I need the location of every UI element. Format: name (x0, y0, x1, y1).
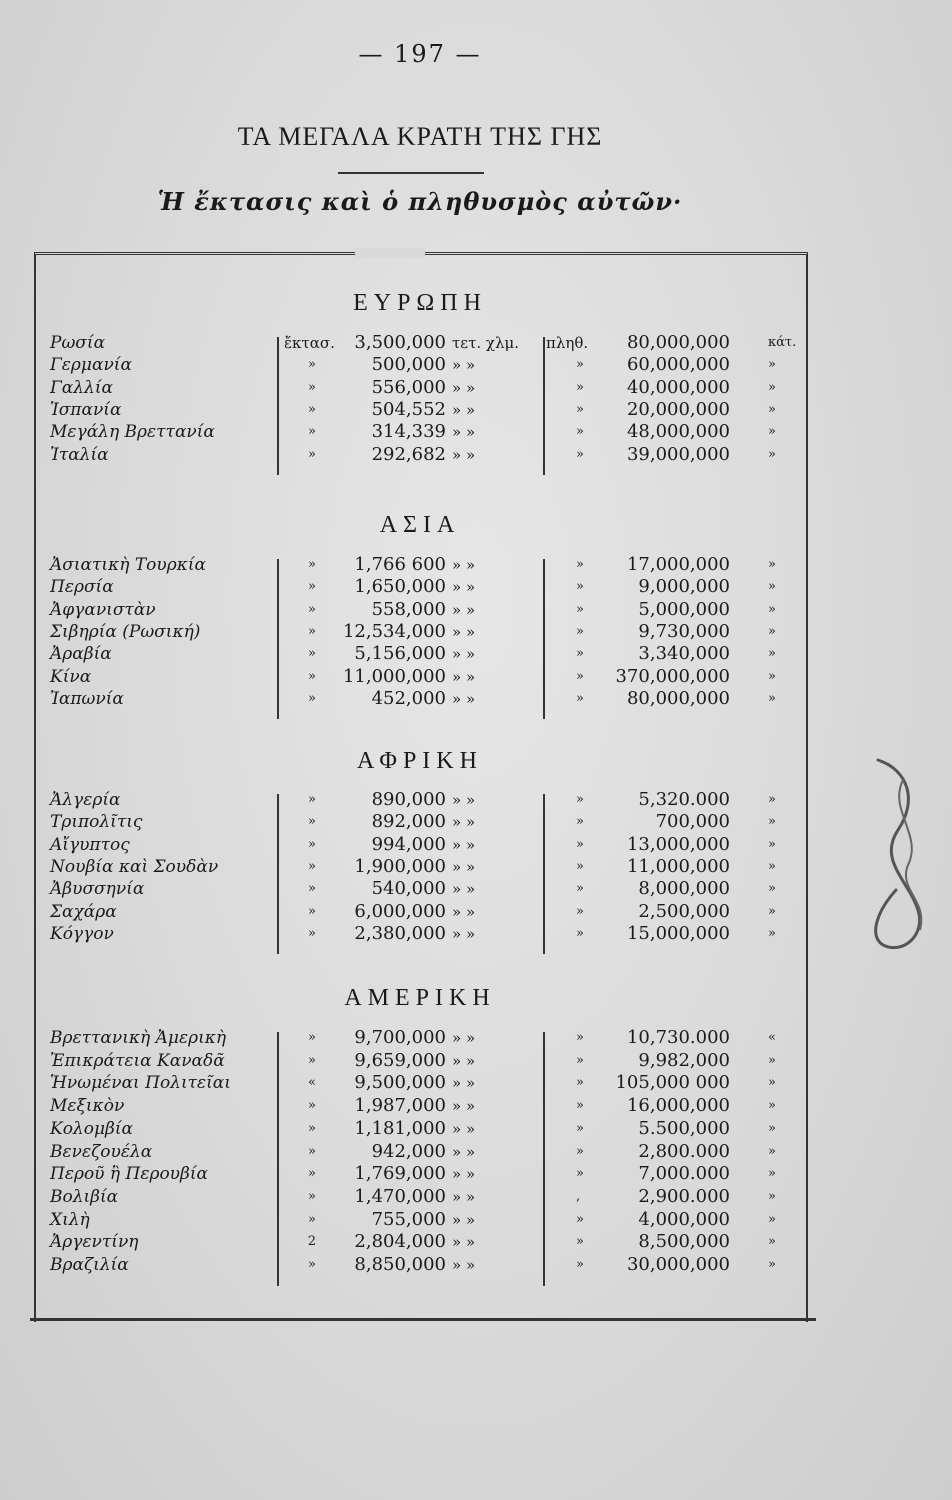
table-row (50, 1027, 800, 1049)
tail-mark: » (768, 1234, 776, 1250)
area-value: 9,500,000 (354, 1072, 446, 1094)
area-unit: » » (452, 1074, 476, 1093)
area-unit: » » (452, 880, 476, 899)
area-value: 2,804,000 (354, 1231, 446, 1253)
country-name: Ἀλγερία (50, 790, 121, 810)
ditto-mark: » (308, 446, 316, 462)
tail-mark: » (768, 690, 776, 706)
population-prefix: πληθ. (546, 334, 589, 352)
area-unit: » » (452, 902, 476, 921)
population-value: 5.500,000 (638, 1117, 730, 1139)
country-name: Κολομβία (50, 1118, 133, 1139)
country-name: Βολιβία (50, 1186, 119, 1207)
ditto-mark: » (576, 903, 584, 919)
country-name: Ἀσιατικὴ Τουρκία (50, 555, 207, 575)
country-name: Ἰαπωνία (50, 688, 124, 709)
ditto-mark: » (308, 925, 316, 941)
area-unit: » » (452, 1187, 476, 1206)
area-value: 892,000 (371, 811, 446, 833)
country-name: Γαλλία (50, 377, 113, 398)
ditto-mark: » (308, 1166, 316, 1182)
handwritten-signature-icon (848, 740, 938, 970)
tail-mark: » (768, 1052, 776, 1068)
ditto-mark: » (308, 1257, 316, 1272)
ditto-mark: » (308, 357, 316, 373)
ditto-mark: » (576, 579, 584, 595)
ditto-mark: » (576, 424, 584, 440)
area-unit: » » (452, 423, 476, 442)
area-unit: » » (452, 835, 476, 854)
table-row (50, 1209, 800, 1231)
table-row (50, 811, 800, 833)
tail-mark: « (768, 1030, 776, 1045)
ditto-mark: » (576, 836, 584, 852)
area-value: 8,850,000 (354, 1254, 446, 1275)
section-heading: ΑΣΙΑ (379, 512, 461, 538)
table-row (50, 789, 800, 811)
ditto-mark: » (576, 357, 584, 373)
area-value: 9,700,000 (354, 1027, 446, 1048)
country-name: Κόγγον (50, 923, 114, 944)
area-value: 1,470,000 (354, 1185, 446, 1207)
ditto-mark: » (576, 1075, 584, 1091)
tail-mark: » (768, 1075, 776, 1091)
population-value: 15,000,000 (626, 922, 730, 944)
table-row (50, 1095, 800, 1117)
area-unit: » » (452, 813, 476, 832)
area-unit: » » (452, 1119, 476, 1138)
area-unit: » » (452, 667, 476, 686)
area-unit: » » (452, 1097, 476, 1116)
area-value: 556,000 (371, 376, 446, 398)
table-row (50, 834, 800, 856)
ditto-mark: » (576, 1143, 584, 1159)
area-unit: » » (452, 1051, 476, 1070)
table-row (50, 399, 800, 421)
ditto-mark: » (308, 690, 316, 706)
ditto-mark: » (308, 1143, 316, 1159)
ditto-mark: » (576, 792, 584, 807)
population-value: 9,000,000 (638, 576, 730, 598)
ditto-mark: » (576, 881, 584, 897)
area-unit: τετ. χλμ. (452, 334, 520, 352)
table-row (50, 421, 800, 443)
area-value: 500,000 (371, 354, 446, 376)
ditto-mark: » (308, 858, 316, 874)
ditto-mark: » (576, 1234, 584, 1250)
country-name: Γερμανία (50, 355, 132, 376)
tail-mark: » (768, 557, 776, 572)
tail-mark: » (768, 1188, 776, 1204)
area-value: 1,650,000 (354, 576, 446, 598)
ditto-mark: » (576, 623, 584, 639)
tail-mark: » (768, 446, 776, 462)
population-value: 700,000 (655, 811, 730, 833)
area-value: 890,000 (371, 789, 446, 810)
country-name: Βενεζουέλα (50, 1141, 153, 1162)
tail-mark: » (768, 646, 776, 662)
area-unit: » » (452, 400, 476, 419)
table-row (50, 643, 800, 665)
area-unit: » » (452, 857, 476, 876)
ditto-mark: » (308, 1052, 316, 1068)
country-name: Ἀφγανιστὰν (50, 599, 156, 620)
tail-mark: » (768, 814, 776, 830)
country-name: Ἰταλία (50, 444, 109, 465)
area-value: 755,000 (371, 1208, 446, 1230)
ditto-mark: » (576, 668, 584, 684)
area-unit: » » (452, 1233, 476, 1252)
table-row (50, 688, 800, 710)
population-value: 2,900.000 (638, 1185, 730, 1207)
tail-mark: » (768, 1257, 776, 1272)
ditto-mark: « (308, 1075, 316, 1091)
ditto-mark: » (308, 792, 316, 807)
country-name: Τριπολῖτις (50, 812, 143, 833)
population-value: 13,000,000 (626, 833, 730, 855)
ditto-mark: » (308, 424, 316, 440)
population-value: 8,000,000 (638, 878, 730, 900)
area-value: 1,766 600 (354, 554, 446, 575)
country-name: Σιβηρία (Ρωσική) (50, 621, 201, 642)
table-row (50, 856, 800, 878)
ditto-mark: » (308, 601, 316, 617)
population-value: 30,000,000 (626, 1254, 730, 1275)
country-name: Νουβία καὶ Σουδὰν (50, 856, 219, 877)
population-value: 48,000,000 (626, 421, 730, 443)
area-unit: » » (452, 1256, 476, 1274)
population-value: 105,000 000 (615, 1072, 730, 1094)
area-value: 504,552 (371, 398, 446, 420)
table-row (50, 599, 800, 621)
country-name: Ἀραβία (50, 644, 112, 665)
tail-mark: κάτ. (768, 335, 797, 350)
ditto-mark: » (308, 881, 316, 897)
area-value: 292,682 (371, 443, 446, 465)
population-value: 2,500,000 (638, 900, 730, 922)
population-value: 80,000,000 (626, 332, 730, 353)
frame-bottom-rule (30, 1318, 816, 1322)
population-value: 2,800.000 (638, 1140, 730, 1162)
population-value: 10,730.000 (626, 1027, 730, 1048)
table-row (50, 1072, 800, 1094)
page-title: ΤΑ ΜΕΓΑΛΑ ΚΡΑΤΗ ΤΗΣ ΓΗΣ (237, 122, 603, 151)
area-value: 452,000 (371, 687, 446, 709)
ditto-mark: » (576, 601, 584, 617)
country-name: Ἀργεντίνη (50, 1232, 139, 1253)
population-value: 40,000,000 (626, 376, 730, 398)
area-unit: » » (452, 1142, 476, 1161)
table-row (50, 377, 800, 399)
frame-gap (355, 248, 425, 258)
ditto-mark: » (308, 1188, 316, 1204)
country-name: Βραζιλία (50, 1255, 129, 1275)
tail-mark: » (768, 881, 776, 897)
area-prefix: ἔκτασ. (284, 334, 335, 352)
ditto-mark: » (576, 646, 584, 662)
ditto-mark: » (576, 1166, 584, 1182)
area-unit: » » (452, 1165, 476, 1184)
country-name: Ἱσπανία (50, 399, 122, 420)
ditto-mark: » (576, 1120, 584, 1136)
table-row (50, 1231, 800, 1253)
ditto-mark: » (576, 690, 584, 706)
tail-mark: » (768, 925, 776, 941)
area-unit: » » (452, 445, 476, 464)
area-unit: » » (452, 645, 476, 664)
area-unit: » » (452, 791, 476, 809)
country-name: Βρεττανικὴ Ἀμερικὴ (50, 1028, 227, 1048)
area-value: 6,000,000 (354, 900, 446, 922)
title-rule (338, 172, 484, 174)
table-row (50, 666, 800, 688)
table-row (50, 901, 800, 923)
population-value: 39,000,000 (626, 443, 730, 465)
tail-mark: » (768, 668, 776, 684)
tail-mark: » (768, 1120, 776, 1136)
country-name: Μεξικὸν (50, 1096, 125, 1117)
country-name: Χιλὴ (50, 1209, 90, 1230)
ditto-mark: » (308, 379, 316, 395)
area-value: 5,156,000 (354, 643, 446, 665)
table-row (50, 332, 800, 354)
ditto-mark: 2 (307, 1234, 316, 1250)
area-value: 314,339 (371, 421, 446, 443)
section-heading: ΕΥΡΩΠΗ (353, 290, 487, 316)
table-row (50, 1163, 800, 1185)
population-value: 9,730,000 (638, 620, 730, 642)
area-value: 558,000 (371, 598, 446, 620)
ditto-mark: » (576, 1052, 584, 1068)
ditto-mark: » (308, 623, 316, 639)
country-name: Μεγάλη Βρεττανία (50, 422, 215, 443)
table-row (50, 576, 800, 598)
population-value: 370,000,000 (615, 665, 730, 687)
country-name: Περσία (50, 577, 114, 598)
population-value: 7,000.000 (638, 1163, 730, 1185)
population-value: 3,340,000 (638, 643, 730, 665)
area-unit: » » (452, 689, 476, 708)
area-value: 3,500,000 (354, 332, 446, 353)
tail-mark: » (768, 424, 776, 440)
tail-mark: » (768, 601, 776, 617)
area-unit: » » (452, 578, 476, 597)
ditto-mark: » (576, 814, 584, 830)
country-name: Ἡνωμέναι Πολιτεῖαι (50, 1073, 231, 1094)
tail-mark: » (768, 1166, 776, 1182)
table-row (50, 554, 800, 576)
ditto-mark: » (576, 401, 584, 417)
ditto-mark: » (576, 379, 584, 395)
ditto-mark: » (576, 1030, 584, 1045)
population-value: 8,500,000 (638, 1231, 730, 1253)
tail-mark: » (768, 836, 776, 852)
area-value: 1,181,000 (354, 1117, 446, 1139)
ditto-mark: » (308, 836, 316, 852)
area-value: 2,380,000 (354, 922, 446, 944)
table-row (50, 1254, 800, 1276)
table-row (50, 1141, 800, 1163)
area-value: 942,000 (371, 1140, 446, 1162)
area-value: 1,900,000 (354, 855, 446, 877)
area-unit: » » (452, 556, 476, 574)
table-row (50, 878, 800, 900)
area-value: 994,000 (371, 833, 446, 855)
ditto-mark: » (576, 446, 584, 462)
section-heading: ΑΜΕΡΙΚΗ (344, 985, 496, 1011)
country-name: Περοῦ ἢ Περουβία (50, 1164, 208, 1185)
area-unit: » » (452, 356, 476, 375)
ditto-mark: » (576, 557, 584, 572)
ditto-mark: » (308, 557, 316, 572)
tail-mark: » (768, 1211, 776, 1227)
table-row (50, 1186, 800, 1208)
area-value: 540,000 (371, 878, 446, 900)
ditto-mark: » (308, 1211, 316, 1227)
area-unit: » » (452, 622, 476, 641)
ditto-mark: » (576, 1098, 584, 1114)
country-name: Σαχάρα (50, 901, 117, 922)
ditto-mark: » (576, 1257, 584, 1272)
ditto-mark: » (308, 401, 316, 417)
population-value: 80,000,000 (626, 687, 730, 709)
area-value: 1,987,000 (354, 1095, 446, 1117)
population-value: 60,000,000 (626, 354, 730, 376)
ditto-mark: » (576, 1211, 584, 1227)
population-value: 5,000,000 (638, 598, 730, 620)
ditto-mark: » (576, 925, 584, 941)
table-row (50, 444, 800, 466)
table-row (50, 923, 800, 945)
tail-mark: » (768, 792, 776, 807)
population-value: 11,000,000 (626, 855, 730, 877)
tail-mark: » (768, 401, 776, 417)
country-name: Ἀβυσσηνία (50, 879, 145, 900)
population-value: 9,982,000 (638, 1049, 730, 1071)
tail-mark: » (768, 1098, 776, 1114)
country-name: Ἐπικράτεια Καναδᾶ (50, 1050, 225, 1071)
ditto-mark: , (576, 1188, 581, 1204)
country-name: Κίνα (50, 666, 92, 687)
ditto-mark: » (308, 814, 316, 830)
tail-mark: » (768, 1143, 776, 1159)
section-heading: ΑΦΡΙΚΗ (357, 748, 483, 774)
country-name: Ρωσία (50, 333, 106, 353)
ditto-mark: » (308, 668, 316, 684)
tail-mark: » (768, 379, 776, 395)
tail-mark: » (768, 903, 776, 919)
area-value: 12,534,000 (342, 620, 446, 642)
tail-mark: » (768, 858, 776, 874)
population-value: 16,000,000 (626, 1095, 730, 1117)
tail-mark: » (768, 357, 776, 373)
table-row (50, 1050, 800, 1072)
ditto-mark: » (308, 1030, 316, 1045)
page-number: — 197 — (358, 40, 482, 68)
page-subtitle: Ἡ ἔκτασις καὶ ὁ πληθυσμὸς αὐτῶν· (157, 187, 683, 216)
area-unit: » » (452, 378, 476, 397)
ditto-mark: » (308, 1120, 316, 1136)
population-value: 4,000,000 (638, 1208, 730, 1230)
ditto-mark: » (308, 579, 316, 595)
population-value: 17,000,000 (626, 554, 730, 575)
tail-mark: » (768, 579, 776, 595)
population-value: 5,320.000 (638, 789, 730, 810)
ditto-mark: » (308, 646, 316, 662)
area-unit: » » (452, 1029, 476, 1047)
ditto-mark: » (308, 903, 316, 919)
tail-mark: » (768, 623, 776, 639)
area-unit: » » (452, 924, 476, 943)
ditto-mark: » (576, 858, 584, 874)
area-unit: » » (452, 1210, 476, 1229)
table-row (50, 1118, 800, 1140)
table-row (50, 621, 800, 643)
population-value: 20,000,000 (626, 398, 730, 420)
ditto-mark: » (308, 1098, 316, 1114)
area-unit: » » (452, 600, 476, 619)
table-row (50, 354, 800, 376)
area-value: 9,659,000 (354, 1049, 446, 1071)
area-value: 1,769,000 (354, 1163, 446, 1185)
area-value: 11,000,000 (342, 665, 446, 687)
country-name: Αἴγυπτος (50, 834, 130, 855)
